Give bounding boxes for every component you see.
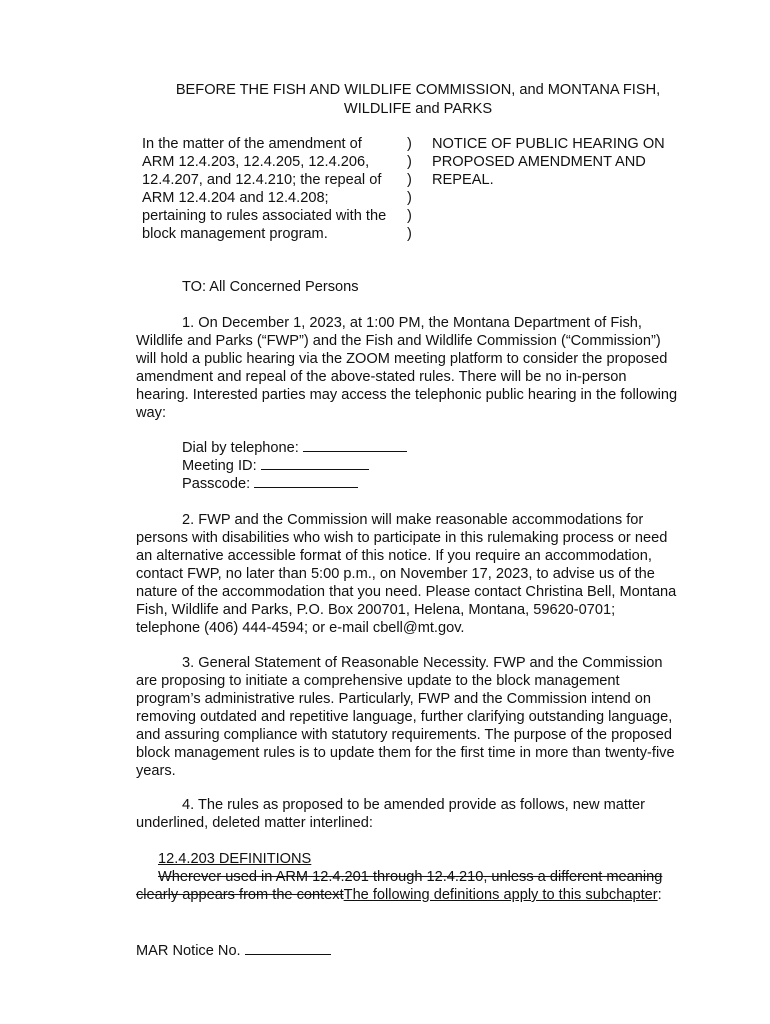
document-heading [136, 81, 700, 119]
caption-left-line: ARM 12.4.204 and 12.4.208; [142, 190, 329, 206]
dial-line [182, 439, 756, 457]
rule-text-line [136, 868, 710, 886]
caption-right-line: NOTICE OF PUBLIC HEARING ON [432, 136, 665, 152]
paragraph-line: block management rules is to update them for the first time in more than twenty-five [136, 745, 675, 761]
passcode-line [182, 475, 756, 493]
paragraph-line: years. [136, 763, 176, 779]
to-line: TO: All Concerned Persons [182, 279, 359, 295]
rule-heading: 12.4.203 DEFINITIONS [158, 851, 312, 867]
caption-paren: ) [407, 208, 412, 224]
mar-notice-line [136, 942, 710, 960]
paragraph-line: amendment and repeal of the above-stated rules. There will be no in-person [136, 369, 627, 385]
paragraph-line: underlined, deleted matter interlined: [136, 815, 373, 831]
paragraph-line: way: [136, 405, 167, 421]
deleted-text: Wherever used in ARM 12.4.201 through 12.4.210, unless a different meaning [158, 869, 663, 885]
heading-line-1: BEFORE THE FISH AND WILDLIFE COMMISSION, and MONTANA FISH, [175, 82, 661, 98]
passcode-blank [254, 475, 358, 488]
dial-blank [303, 439, 407, 452]
paragraph-line: contact FWP, no later than 5:00 p.m., on November 17, 2023, to advise us of the [136, 566, 655, 582]
caption-notice-title [432, 135, 722, 189]
paragraph-line: and assuring compliance with statutory requirements. The purpose of the proposed [136, 727, 672, 743]
caption-right-line: PROPOSED AMENDMENT AND [432, 154, 646, 170]
heading-line-2: WILDLIFE and PARKS [343, 101, 493, 117]
paragraph-line: Fish, Wildlife and Parks, P.O. Box 200701, Helena, Montana, 59620-0701; [136, 602, 616, 618]
dial-label: Dial by telephone: [182, 440, 299, 456]
caption-parens [407, 135, 421, 243]
meeting-id-line [182, 457, 756, 475]
paragraph-line: are proposing to initiate a comprehensive update to the block management [136, 673, 620, 689]
paragraph-4 [136, 796, 710, 832]
caption-left-line: In the matter of the amendment of [142, 136, 362, 152]
rule-heading-line [136, 850, 710, 868]
caption-left-line: block management program. [142, 226, 328, 242]
access-details [136, 439, 756, 493]
caption-left-line: pertaining to rules associated with the [142, 208, 387, 224]
paragraph-line: telephone (406) 444-4594; or e-mail cbell@mt.gov. [136, 620, 465, 636]
paragraph-line: persons with disabilities who wish to participate in this rulemaking process or need [136, 530, 668, 546]
footer [136, 942, 710, 960]
caption-right-line: REPEAL. [432, 172, 494, 188]
rule-text-line [136, 886, 710, 904]
paragraph-line: Wildlife and Parks (“FWP”) and the Fish and Wildlife Commission (“Commission”) [136, 333, 661, 349]
caption-paren: ) [407, 190, 412, 206]
caption-matter [142, 135, 404, 243]
paragraph-line: an alternative accessible format of this notice. If you require an accommodation, [136, 548, 652, 564]
mar-notice-blank [245, 942, 331, 955]
passcode-label: Passcode: [182, 476, 251, 492]
caption-paren: ) [407, 154, 412, 170]
mar-notice-label: MAR Notice No. [136, 943, 241, 959]
meeting-id-label: Meeting ID: [182, 458, 257, 474]
paragraph-line: nature of the accommodation that you need. Please contact Christina Bell, Montana [136, 584, 677, 600]
meeting-id-blank [261, 457, 369, 470]
caption-paren: ) [407, 226, 412, 242]
paragraph-line: 2. FWP and the Commission will make reasonable accommodations for [182, 512, 644, 528]
caption-left-line: ARM 12.4.203, 12.4.205, 12.4.206, [142, 154, 370, 170]
caption-left-line: 12.4.207, and 12.4.210; the repeal of [142, 172, 382, 188]
paragraph-line: 1. On December 1, 2023, at 1:00 PM, the Montana Department of Fish, [182, 315, 642, 331]
caption-paren: ) [407, 172, 412, 188]
paragraph-line: will hold a public hearing via the ZOOM meeting platform to consider the proposed [136, 351, 668, 367]
paragraph-2 [136, 511, 710, 637]
paragraph-line: removing outdated and repetitive language, further clarifying outstanding language, [136, 709, 673, 725]
paragraph-3 [136, 654, 710, 780]
paragraph-line: 3. General Statement of Reasonable Necessity. FWP and the Commission [182, 655, 663, 671]
paragraph-line: 4. The rules as proposed to be amended provide as follows, new matter [182, 797, 645, 813]
deleted-text: clearly appears from the context [136, 887, 344, 903]
new-text: The following definitions apply to this subchapter [343, 887, 658, 903]
paragraph-line: program’s administrative rules. Particularly, FWP and the Commission intend on [136, 691, 652, 707]
paragraph-1 [136, 314, 710, 422]
end-punctuation: : [657, 887, 662, 903]
caption-paren: ) [407, 136, 412, 152]
paragraph-line: hearing. Interested parties may access the telephonic public hearing in the following [136, 387, 678, 403]
rule-12-4-203 [136, 850, 710, 904]
